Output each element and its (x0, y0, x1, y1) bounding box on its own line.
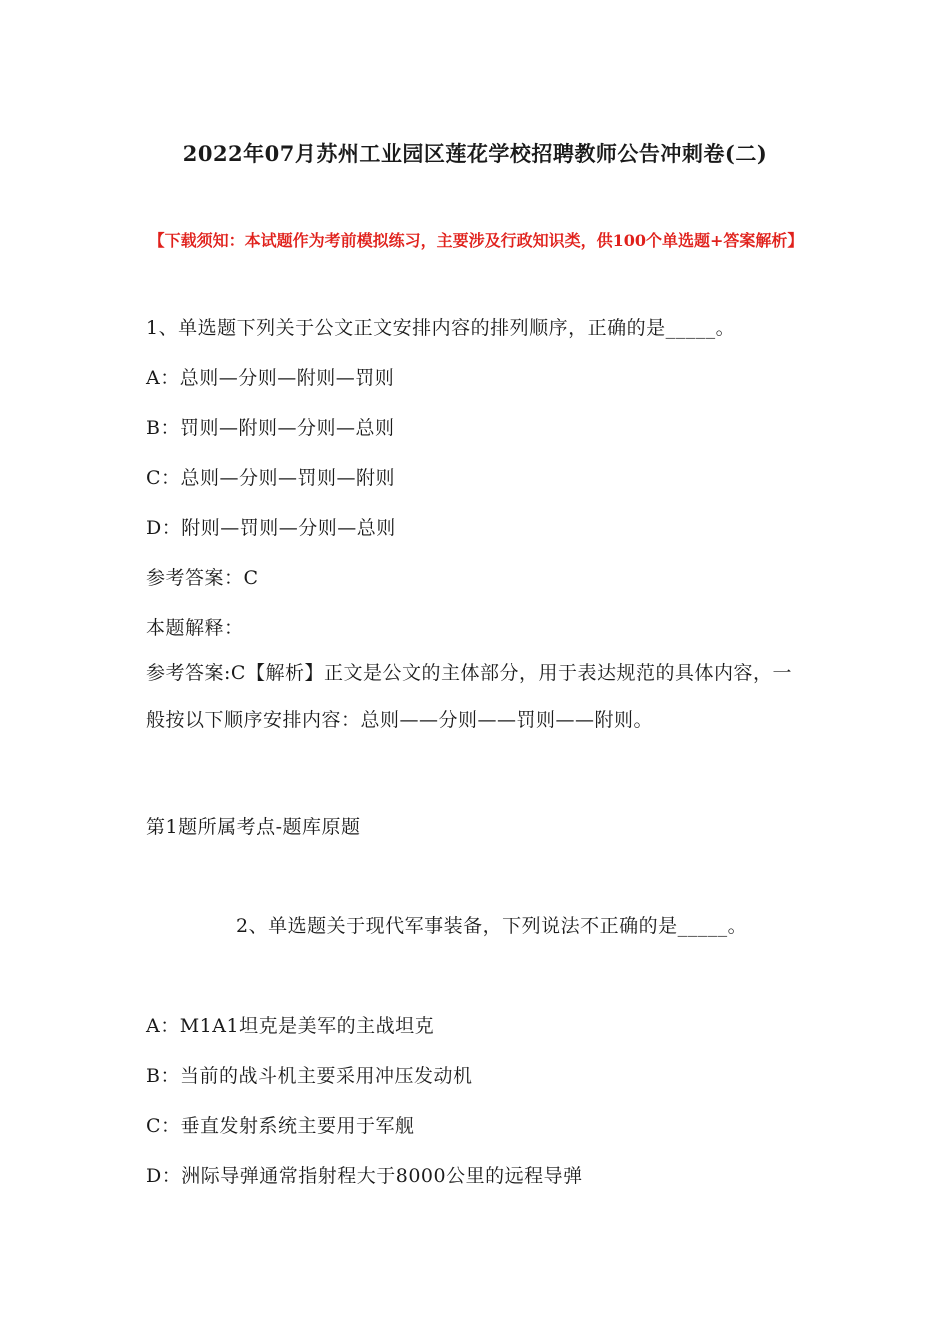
q2-option-c: C：垂直发射系统主要用于军舰 (146, 1115, 415, 1137)
q2-option-d: D：洲际导弹通常指射程大于8000公里的远程导弹 (146, 1165, 583, 1187)
document-title: 2022年07月苏州工业园区莲花学校招聘教师公告冲刺卷(二) (182, 141, 768, 166)
q1-source: 第1题所属考点-题库原题 (146, 816, 361, 838)
q2-stem: 2、单选题关于现代军事装备，下列说法不正确的是_____。 (236, 915, 748, 937)
q1-option-b: B：罚则—附则—分则—总则 (146, 417, 395, 439)
download-notice: 【下载须知：本试题作为考前模拟练习，主要涉及行政知识类，供100个单选题+答案解析】 (148, 231, 804, 250)
q1-answer: 参考答案：C (146, 567, 259, 589)
q1-stem: 1、单选题下列关于公文正文安排内容的排列顺序，正确的是_____。 (146, 317, 736, 339)
q2-option-a: A：M1A1坦克是美军的主战坦克 (146, 1015, 435, 1037)
q1-explanation: 参考答案:C【解析】正文是公文的主体部分，用于表达规范的具体内容，一般按以下顺序安排内容：总则——分则——罚则——附则。 (146, 662, 792, 731)
q2-option-b: B：当前的战斗机主要采用冲压发动机 (146, 1065, 473, 1087)
q1-explain-label: 本题解释： (146, 617, 244, 639)
q1-option-d: D：附则—罚则—分则—总则 (146, 517, 396, 539)
q1-option-c: C：总则—分则—罚则—附则 (146, 467, 396, 489)
q1-option-a: A：总则—分则—附则—罚则 (146, 367, 395, 389)
